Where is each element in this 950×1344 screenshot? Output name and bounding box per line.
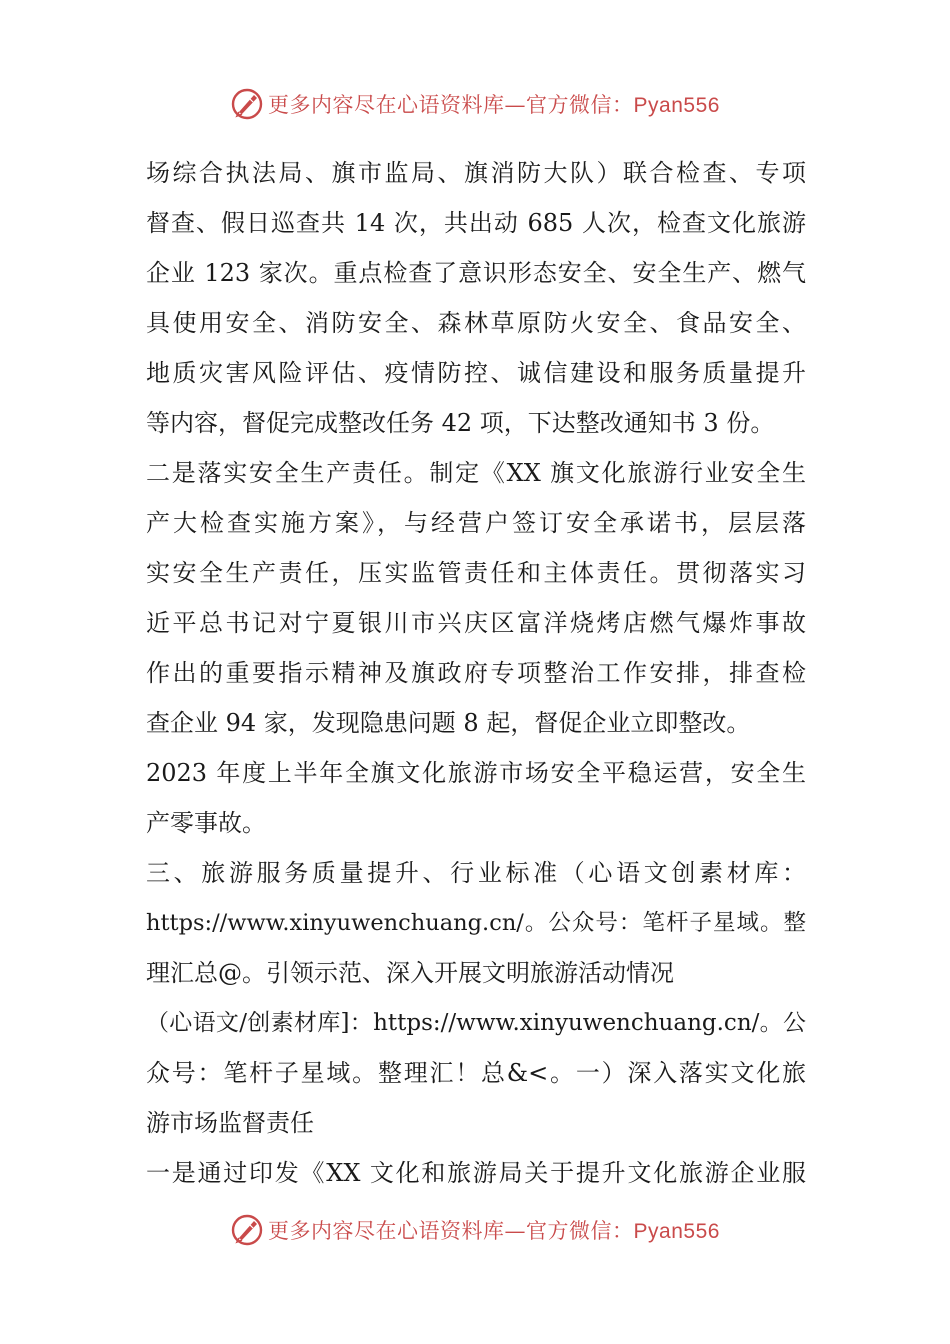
text-line: 二是落实安全生产责任。制定《XX 旗文化旅游行业安全生 xyxy=(146,459,806,487)
text-line: 产大检查实施方案》，与经营户签订安全承诺书，层层落 xyxy=(146,509,806,537)
text-line: 理汇总@。引领示范、深入开展文明旅游活动情况 xyxy=(146,959,674,987)
text-line: 查企业 94 家，发现隐患问题 8 起，督促企业立即整改。 xyxy=(146,709,751,737)
wechat-id: Pyan556 xyxy=(633,94,720,117)
text-line: 具使用安全、消防安全、森林草原防火安全、食品安全、 xyxy=(146,309,806,337)
text-line: 作出的重要指示精神及旗政府专项整治工作安排，排查检 xyxy=(146,659,806,687)
banner-text: 更多内容尽在心语资料库—官方微信：Pyan556 xyxy=(268,93,720,117)
text-line: 众号：笔杆子星域。整理汇！总&<。一）深入落实文化旅 xyxy=(146,1059,806,1087)
header-banner xyxy=(0,84,950,124)
document-body xyxy=(146,148,806,1198)
text-line: 企业 123 家次。重点检查了意识形态安全、安全生产、燃气 xyxy=(146,259,806,287)
text-line: https://www.xinyuwenchuang.cn/。公众号：笔杆子星域。整 xyxy=(146,910,806,936)
text-line: 地质灾害风险评估、疫情防控、诚信建设和服务质量提升 xyxy=(146,359,806,387)
text-line: 等内容，督促完成整改任务 42 项，下达整改通知书 3 份。 xyxy=(146,409,775,437)
quill-pen-seal-icon xyxy=(230,1213,264,1247)
wechat-id: Pyan556 xyxy=(633,1220,720,1243)
text-line: 2023 年度上半年全旗文化旅游市场安全平稳运营，安全生 xyxy=(146,759,806,787)
text-line: 三、旅游服务质量提升、行业标准（心语文创素材库： xyxy=(146,859,806,887)
text-line: 一是通过印发《XX 文化和旅游局关于提升文化旅游企业服 xyxy=(146,1159,806,1187)
text-line: 实安全生产责任，压实监管责任和主体责任。贯彻落实习 xyxy=(146,559,806,587)
text-line: 场综合执法局、旗市监局、旗消防大队）联合检查、专项 xyxy=(146,159,806,187)
banner-text: 更多内容尽在心语资料库—官方微信：Pyan556 xyxy=(268,1219,720,1243)
footer-banner xyxy=(0,1210,950,1250)
text-line: 近平总书记对宁夏银川市兴庆区富洋烧烤店燃气爆炸事故 xyxy=(146,609,806,637)
text-line: （心语文/创素材库]：https://www.xinyuwenchuang.cn/。公 xyxy=(146,1010,806,1036)
text-line: 督查、假日巡查共 14 次，共出动 685 人次，检查文化旅游 xyxy=(146,209,806,237)
text-line: 产零事故。 xyxy=(146,809,266,837)
text-line: 游市场监督责任 xyxy=(146,1109,314,1137)
quill-pen-seal-icon xyxy=(230,87,264,121)
